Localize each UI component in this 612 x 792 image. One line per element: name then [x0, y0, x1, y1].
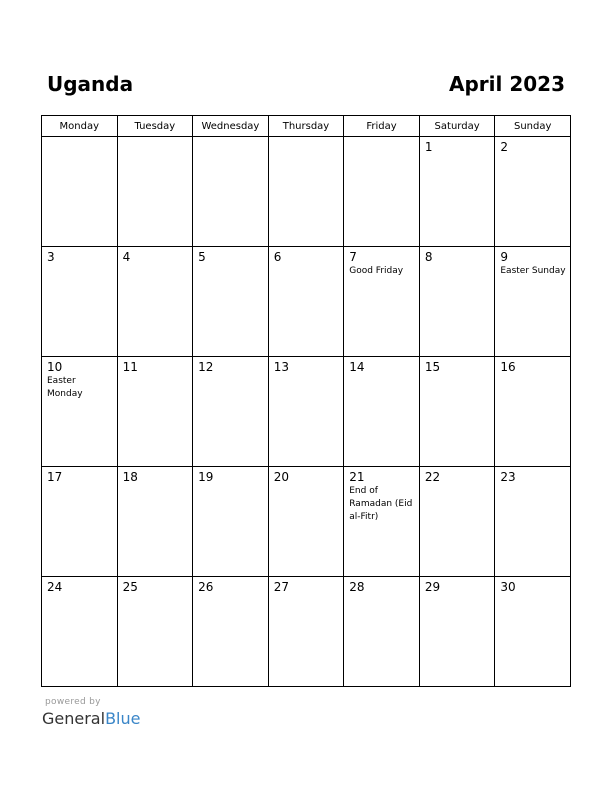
day-number: 20 [273, 470, 289, 484]
day-number: 17 [47, 470, 63, 484]
day-number: 30 [500, 580, 516, 594]
day-number: 27 [273, 580, 289, 594]
day-number: 1 [424, 140, 433, 154]
day-cell [42, 577, 118, 687]
day-cell [419, 247, 495, 357]
day-cell [42, 247, 118, 357]
holiday-label: Easter Monday [47, 376, 83, 399]
day-cell [42, 357, 118, 467]
day-cell [117, 137, 193, 247]
day-number: 2 [500, 140, 509, 154]
day-cell [117, 577, 193, 687]
day-cell [495, 357, 571, 467]
day-cell [268, 357, 344, 467]
day-number: 29 [424, 580, 441, 594]
day-cell [117, 247, 193, 357]
day-number: 3 [47, 250, 55, 264]
holiday-label: Good Friday [349, 266, 404, 276]
day-number: 21 [349, 470, 365, 484]
day-number: 28 [349, 580, 365, 594]
day-number: 4 [122, 250, 131, 264]
day-cell [193, 467, 269, 577]
day-number: 14 [349, 360, 365, 374]
weekday-header: Saturday [419, 116, 495, 137]
weekday-header: Sunday [495, 116, 571, 137]
day-cell [117, 467, 193, 577]
day-cell [344, 247, 420, 357]
day-number: 18 [122, 470, 138, 484]
day-number: 15 [424, 360, 441, 374]
brand-part-general: General [42, 709, 106, 728]
week-row [42, 357, 571, 467]
day-cell [268, 247, 344, 357]
country-title: Uganda [47, 72, 134, 96]
calendar-grid [41, 115, 571, 687]
day-cell [419, 357, 495, 467]
weekday-header: Wednesday [193, 116, 269, 137]
day-cell [193, 247, 269, 357]
day-cell [193, 577, 269, 687]
day-number: 13 [273, 360, 289, 374]
week-row [42, 577, 571, 687]
day-cell [495, 467, 571, 577]
day-number: 12 [198, 360, 214, 374]
day-cell [419, 467, 495, 577]
day-cell [344, 357, 420, 467]
day-number: 16 [500, 360, 516, 374]
day-cell [268, 467, 344, 577]
day-number: 26 [198, 580, 214, 594]
generalblue-logo[interactable] [42, 709, 140, 729]
day-number: 23 [500, 470, 516, 484]
day-number: 5 [198, 250, 206, 264]
weekday-header: Friday [344, 116, 420, 137]
day-number: 11 [122, 360, 138, 374]
day-cell [419, 137, 495, 247]
weekday-header: Monday [42, 116, 118, 137]
day-cell [117, 357, 193, 467]
weekday-header-row [42, 116, 571, 137]
weekday-header: Thursday [268, 116, 344, 137]
week-row [42, 137, 571, 247]
day-cell [344, 137, 420, 247]
day-cell [42, 137, 118, 247]
day-cell [344, 577, 420, 687]
holiday-label: Easter Sunday [500, 266, 566, 276]
month-year-title: April 2023 [449, 72, 565, 96]
day-number: 6 [273, 250, 282, 264]
day-cell [495, 247, 571, 357]
day-number: 8 [424, 250, 433, 264]
day-cell [495, 137, 571, 247]
day-cell [193, 357, 269, 467]
day-cell [419, 577, 495, 687]
day-number: 7 [349, 250, 357, 264]
day-cell [344, 467, 420, 577]
day-number: 24 [47, 580, 63, 594]
weekday-header: Tuesday [117, 116, 193, 137]
week-row [42, 247, 571, 357]
day-cell [495, 577, 571, 687]
day-number: 19 [198, 470, 214, 484]
day-cell [193, 137, 269, 247]
brand-part-blue: Blue [105, 709, 141, 728]
day-cell [268, 137, 344, 247]
week-row [42, 467, 571, 577]
holiday-label: End of Ramadan (Eid al-Fitr) [349, 486, 413, 522]
day-number: 22 [424, 470, 441, 484]
day-number: 25 [122, 580, 138, 594]
powered-by-text: powered by [45, 697, 101, 707]
day-cell [42, 467, 118, 577]
day-cell [268, 577, 344, 687]
day-number: 10 [47, 360, 63, 374]
day-number: 9 [500, 250, 509, 264]
